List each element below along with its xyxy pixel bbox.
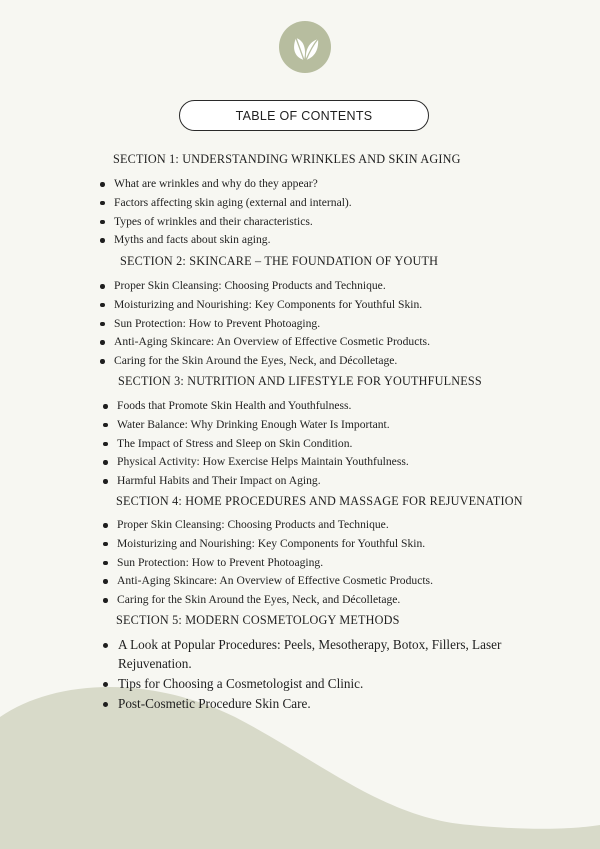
list-item: Caring for the Skin Around the Eyes, Neck, and Décolletage. xyxy=(100,352,430,371)
list-item: What are wrinkles and why do they appear? xyxy=(100,175,352,194)
section-4-heading: SECTION 4: HOME PROCEDURES AND MASSAGE FOR REJUVENATION xyxy=(116,494,523,508)
list-item: Sun Protection: How to Prevent Photoaging. xyxy=(100,315,430,334)
list-item: A Look at Popular Procedures: Peels, Mesotherapy, Botox, Fillers, Laser Rejuvenation. xyxy=(103,636,508,673)
list-item: Physical Activity: How Exercise Helps Maintain Youthfulness. xyxy=(103,453,409,472)
leaf-logo xyxy=(279,21,331,73)
list-item: Proper Skin Cleansing: Choosing Products and Technique. xyxy=(103,516,433,535)
leaf-icon xyxy=(288,30,322,64)
list-item: The Impact of Stress and Sleep on Skin Condition. xyxy=(103,435,409,454)
section-1-list xyxy=(100,175,352,250)
section-4-list xyxy=(103,516,433,610)
list-item: Sun Protection: How to Prevent Photoaging. xyxy=(103,554,433,573)
section-5-heading: SECTION 5: MODERN COSMETOLOGY METHODS xyxy=(116,613,400,627)
page-title: TABLE OF CONTENTS xyxy=(179,100,429,131)
list-item: Types of wrinkles and their characteristics. xyxy=(100,213,352,232)
section-3-list xyxy=(103,397,409,491)
section-2-heading: SECTION 2: SKINCARE – THE FOUNDATION OF YOUTH xyxy=(120,254,439,268)
section-5-list xyxy=(103,636,508,715)
section-2-list xyxy=(100,277,430,371)
list-item: Anti-Aging Skincare: An Overview of Effective Cosmetic Products. xyxy=(103,572,433,591)
list-item: Caring for the Skin Around the Eyes, Neck, and Décolletage. xyxy=(103,591,433,610)
list-item: Anti-Aging Skincare: An Overview of Effective Cosmetic Products. xyxy=(100,333,430,352)
list-item: Proper Skin Cleansing: Choosing Products and Technique. xyxy=(100,277,430,296)
list-item: Harmful Habits and Their Impact on Aging. xyxy=(103,472,409,491)
list-item: Tips for Choosing a Cosmetologist and Clinic. xyxy=(103,675,508,694)
list-item: Moisturizing and Nourishing: Key Components for Youthful Skin. xyxy=(103,535,433,554)
list-item: Factors affecting skin aging (external and internal). xyxy=(100,194,352,213)
list-item: Foods that Promote Skin Health and Youthfulness. xyxy=(103,397,409,416)
section-1-heading: SECTION 1: UNDERSTANDING WRINKLES AND SKIN AGING xyxy=(113,152,461,166)
list-item: Water Balance: Why Drinking Enough Water Is Important. xyxy=(103,416,409,435)
list-item: Post-Cosmetic Procedure Skin Care. xyxy=(103,695,508,714)
list-item: Moisturizing and Nourishing: Key Components for Youthful Skin. xyxy=(100,296,430,315)
section-3-heading: SECTION 3: NUTRITION AND LIFESTYLE FOR YOUTHFULNESS xyxy=(118,374,482,388)
list-item: Myths and facts about skin aging. xyxy=(100,231,352,250)
